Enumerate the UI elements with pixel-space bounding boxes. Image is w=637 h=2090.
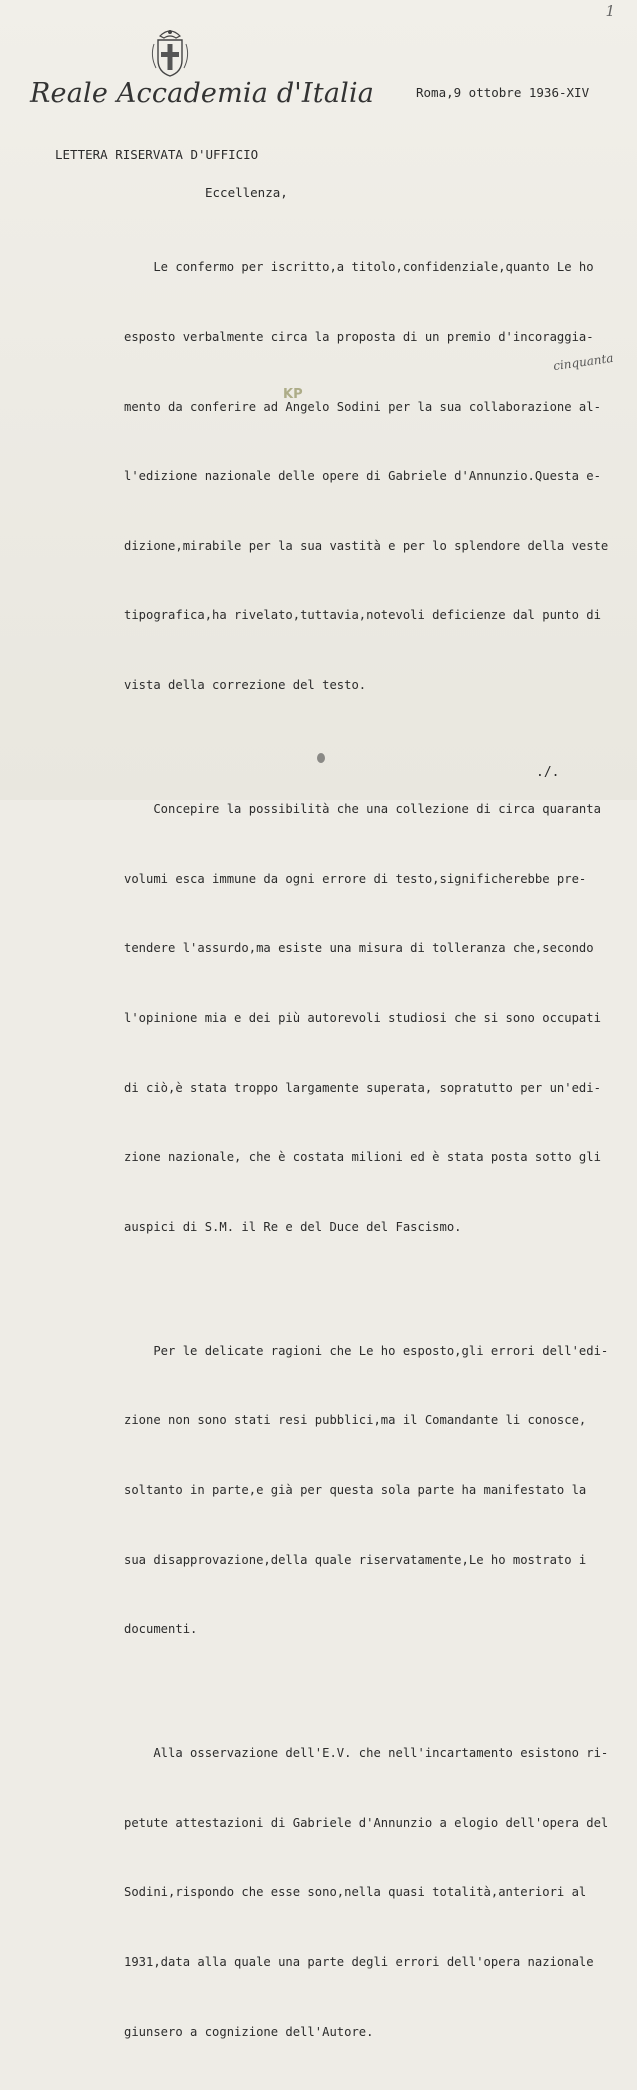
letter-body xyxy=(124,210,634,2090)
body-line: 1931,data alla quale una parte degli errori dell'opera nazionale xyxy=(124,1955,594,1970)
body-line: volumi esca immune da ogni errore di testo,significherebbe pre- xyxy=(124,871,587,886)
letter-heading: LETTERA RISERVATA D'UFFICIO xyxy=(55,147,259,162)
body-line: l'opinione mia e dei più autorevoli studiosi che si sono occupati xyxy=(124,1010,601,1025)
body-line: esposto verbalmente circa la proposta di un premio d'incoraggia- xyxy=(124,330,594,345)
institution-letterhead: Reale Accademia d'Italia xyxy=(30,78,375,109)
body-line: l'edizione nazionale delle opere di Gabriele d'Annunzio.Questa e- xyxy=(124,469,601,484)
body-line: documenti. xyxy=(124,1622,198,1637)
continuation-mark: ./. xyxy=(536,765,560,780)
body-line: tendere l'assurdo,ma esiste una misura di tolleranza che,secondo xyxy=(124,941,594,956)
salutation: Eccellenza, xyxy=(205,185,288,200)
body-line: auspici di S.M. il Re e del Duce del Fascismo. xyxy=(124,1219,462,1234)
ink-blot xyxy=(317,753,325,763)
savoy-crest-icon xyxy=(146,26,194,80)
dateline: Roma,9 ottobre 1936-XIV xyxy=(416,85,590,100)
body-line: zione nazionale, che è costata milioni ed è stata posta sotto gli xyxy=(124,1150,601,1165)
body-line: soltanto in parte,e già per questa sola parte ha manifestato la xyxy=(124,1482,587,1497)
body-line: dizione,mirabile per la sua vastità e per lo splendore della veste xyxy=(124,538,609,553)
body-line: giunsero a cognizione dell'Autore. xyxy=(124,2024,374,2039)
body-line: Sodini,rispondo che esse sono,nella quasi totalità,anteriori al xyxy=(124,1885,587,1900)
body-line: mento da conferire ad Angelo Sodini per la sua collaborazione al- xyxy=(124,399,601,414)
body-line: Le confermo per iscritto,a titolo,confidenziale,quanto Le ho xyxy=(124,260,594,275)
body-line: di ciò,è stata troppo largamente superata, sopratutto per un'edi- xyxy=(124,1080,601,1095)
body-line: Alla osservazione dell'E.V. che nell'incartamento esistono ri- xyxy=(124,1746,609,1761)
handwritten-annotation: cinquanta xyxy=(552,350,615,374)
body-line: tipografica,ha rivelato,tuttavia,notevoli deficienze dal punto di xyxy=(124,608,601,623)
body-line: sua disapprovazione,della quale riservatamente,Le ho mostrato i xyxy=(124,1552,587,1567)
body-line: Per le delicate ragioni che Le ho esposto,gli errori dell'edi- xyxy=(124,1343,609,1358)
body-line: petute attestazioni di Gabriele d'Annunzio a elogio dell'opera del xyxy=(124,1815,609,1830)
body-line: vista della correzione del testo. xyxy=(124,678,367,693)
body-line: zione non sono stati resi pubblici,ma il Comandante li conosce, xyxy=(124,1413,587,1428)
page-number: 1 xyxy=(605,2,615,20)
body-line: Concepire la possibilità che una collezione di circa quaranta xyxy=(124,802,601,817)
stamp-mark: KP xyxy=(283,387,303,402)
